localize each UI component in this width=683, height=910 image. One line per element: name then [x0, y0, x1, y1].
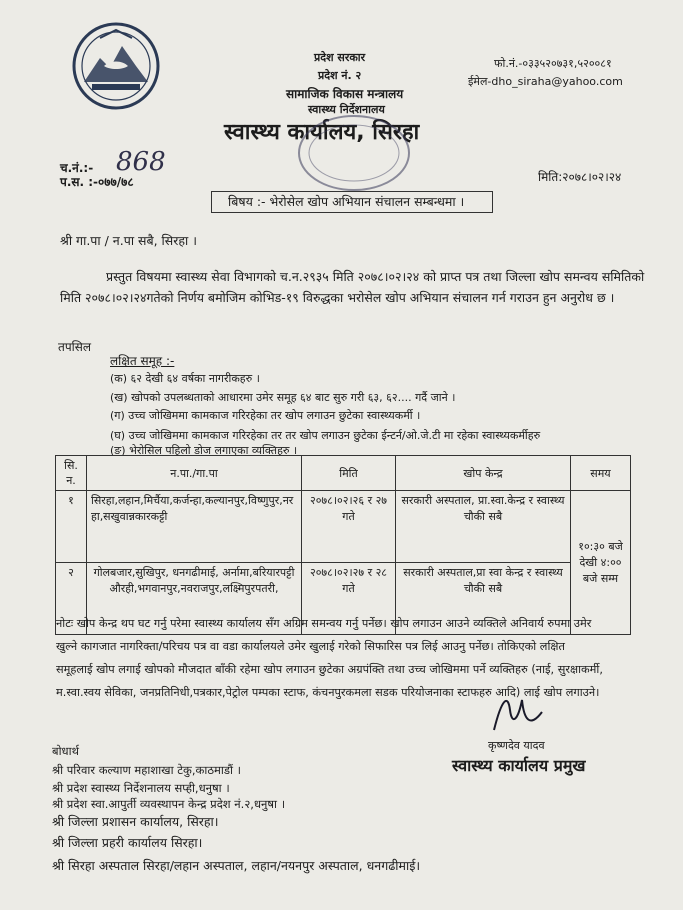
col-header-sn: सि. न. — [56, 456, 87, 491]
target-item-nga: (ङ) भेरोसिल पहिलो डोज लगाएका व्यक्तिहरु । — [110, 444, 298, 457]
cell-municipalities: सिरहा,लहान,मिर्चैया,कर्जन्हा,कल्यानपुर,विष्णुपुर,नरहा,सखुवान्नकारकट्टी — [87, 491, 302, 563]
cell-center: सरकारी अस्पताल, प्रा.स्वा.केन्द्र र स्वास्थ्य चौकी सबै — [396, 491, 571, 563]
header-ministry: सामाजिक विकास मन्त्रालय — [286, 87, 404, 101]
col-header-date: मिति — [302, 456, 396, 491]
col-header-vaccination-center: खोप केन्द्र — [396, 456, 571, 491]
signatory-name: कृष्णदेव यादव — [488, 739, 545, 752]
letter-date: मिति:२०७८।०२।२४ — [538, 170, 622, 184]
cell-municipalities: गोलबजार,सुखिपुर, धनगढीमाई, अर्नामा,बरियारपट्टी औरही,भगवानपुर,नवराजपुर,लक्ष्मिपुरपतरी, — [87, 563, 302, 635]
target-item-kha: (ख) खोपको उपलब्धताको आधारमा उमेर समूह ६४ बाट सुरु गरी ६३, ६२.... गर्दै जाने । — [110, 391, 456, 404]
cc-item: श्री प्रदेश स्वा.आपुर्ती व्यवस्थापन केन्द्र प्रदेश नं.२,धनुषा । — [52, 797, 286, 811]
office-title: स्वास्थ्य कार्यालय, सिरहा — [224, 120, 420, 145]
cell-sn: २ — [56, 563, 87, 635]
col-header-municipality: न.पा./गा.पा — [87, 456, 302, 491]
cell-date: २०७८।०२।२७ र २८ गते — [302, 563, 396, 635]
target-group-heading: लक्षित समूह :- — [110, 354, 175, 368]
table-header-row — [56, 456, 631, 491]
subject-line: बिषय :- भेरोसेल खोप अभियान संचालन सम्बन्धमा । — [211, 191, 493, 213]
ref-cha-number: 868 — [116, 147, 166, 177]
ref-pa-label: प.स. :-०७७/७८ — [60, 175, 134, 189]
cc-item: श्री परिवार कल्याण महाशाखा टेकु,काठमाडौं । — [52, 763, 242, 777]
government-emblem-logo — [70, 20, 162, 112]
cell-sn: १ — [56, 491, 87, 563]
note-line-1: नोटः खोप केन्द्र थप घट गर्नु परेमा स्वास्थ्य कार्यालय सँग अग्रिम समन्वय गर्नु पर्नेछ। खोप लगाउन आउने व्यक्तिले अनिवार्य रुपमा उमेर — [56, 617, 592, 630]
cell-time: १०:३० बजे देखी ४:०० बजे सम्म — [571, 491, 631, 635]
cc-item: श्री प्रदेश स्वास्थ्य निर्देशनालय सप्ही,धनुषा । — [52, 781, 230, 795]
header-govt-line: प्रदेश सरकार — [314, 51, 366, 64]
header-directorate: स्वास्थ्य निर्देशनालय — [308, 103, 385, 116]
table-row — [56, 491, 631, 563]
cc-item: श्री जिल्ला प्रहरी कार्यालय सिरहा। — [52, 835, 203, 850]
cc-item: श्री सिरहा अस्पताल सिरहा/लहान अस्पताल, लहान/नयनपुर अस्पताल, धनगढीमाई। — [52, 858, 421, 873]
header-phone: फो.नं.-०३३५२०७३१,५२००८१ — [494, 57, 612, 70]
target-item-ga: (ग) उच्च जोखिममा कामकाज गरिरहेका तर खोप लगाउन छुटेका स्वास्थ्यकर्मी । — [110, 409, 421, 422]
cell-date: २०७८।०२।२६ र २७ गते — [302, 491, 396, 563]
cc-item: श्री जिल्ला प्रशासन कार्यालय, सिरहा। — [52, 814, 219, 829]
handwritten-signature — [488, 690, 548, 738]
details-heading: तपसिल — [58, 340, 92, 354]
target-item-ka: (क) ६२ देखी ६४ वर्षका नागरीकहरु । — [110, 372, 260, 385]
office-stamp — [295, 112, 413, 194]
header-email: ईमेल-dho_siraha@yahoo.com — [468, 75, 623, 88]
note-line-3: समूहलाई खोप लगाई खोपको मौजदात बाँकी रहेमा खोप लगाउन छुटेका अग्रपंक्ति तथा उच्च जोखिममा पर्ने व्यक्तिहरु (नाई, सुरक्षाकर्मी, — [56, 663, 603, 676]
signatory-title: स्वास्थ्य कार्यालय प्रमुख — [452, 756, 586, 775]
cell-center: सरकारी अस्पताल,प्रा स्वा केन्द्र र स्वास्थ्य चौकी सबै — [396, 563, 571, 635]
cc-heading: बोधार्थ — [52, 744, 79, 758]
note-line-4: म.स्वा.स्वय सेविका, जनप्रतिनिधी,पत्रकार,पेट्रोल पम्पका स्टाफ, कंचनपुरकमला सडक परियोजनाका स्टाफहरु आदि) लाई खोप लगाउने। — [56, 686, 600, 699]
col-header-time: समय — [571, 456, 631, 491]
body-paragraph: प्रस्तुत विषयमा स्वास्थ्य सेवा विभागको च.न.२९३५ मिति २०७८।०२।२४ को प्राप्त पत्र तथा जिल्ला खोप समन्वय समितिको मिति २०७८।०२।२४गतेको निर्णय बमोजिम कोभिड-१९ विरुद्धका भरोसेल खोप अभियान संचालन गर्न गराउन हुन अनुरोध छ । — [60, 269, 645, 305]
target-item-gha: (घ) उच्च जोखिममा कामकाज गरिरहेका तर तर खोप लगाउन छुटेका ईन्टर्न/ओ.जे.टी मा रहेका स्वास्थ्यकर्मीहरु — [110, 429, 541, 442]
ref-cha-label: च.नं.:- — [60, 161, 94, 175]
header-province-line: प्रदेश नं. २ — [318, 69, 362, 82]
addressee: श्री गा.पा / न.पा सबै, सिरहा । — [60, 233, 197, 248]
note-line-2: खुल्ने कागजात नागरिक्ता/परिचय पत्र वा वडा कार्यालयले उमेर खुलाई गरेको सिफारिस पत्र लिई आउनु पर्नेछ। तोकिएको लक्षित — [56, 640, 565, 653]
vaccination-schedule-table — [55, 455, 631, 635]
